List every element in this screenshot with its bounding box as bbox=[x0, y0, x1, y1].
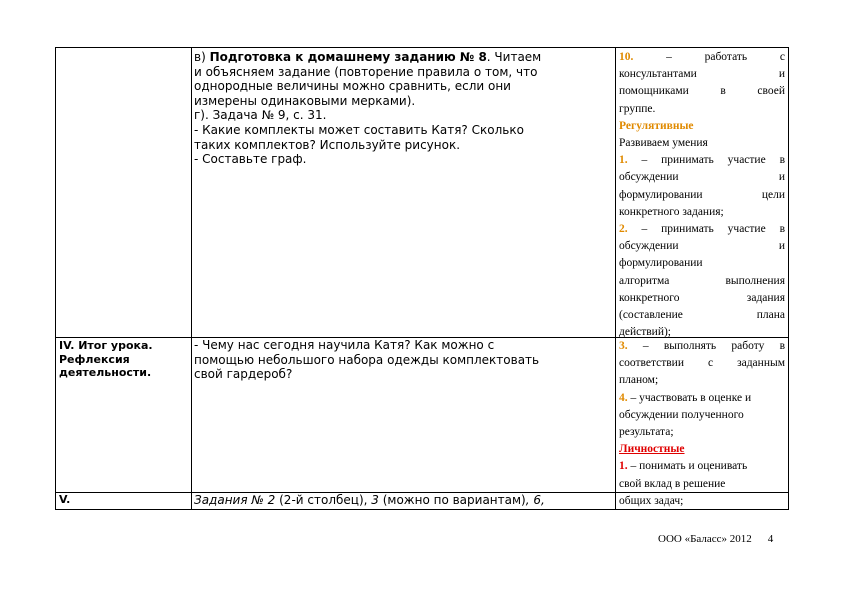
task-v-text: . Читаем bbox=[486, 50, 542, 64]
skill-line: конкретного задания; bbox=[619, 205, 724, 218]
question-line: свой гардероб? bbox=[194, 367, 293, 382]
lesson-table bbox=[55, 47, 789, 510]
word: в bbox=[720, 85, 726, 98]
skill-number: 1. bbox=[619, 154, 628, 167]
word: соответствии bbox=[619, 357, 684, 370]
skill-line: Развиваем умения bbox=[619, 137, 708, 150]
personal-heading: Личностные bbox=[619, 443, 685, 456]
skill-line: планом; bbox=[619, 374, 659, 387]
row3-activity-cell bbox=[194, 493, 614, 508]
word: с bbox=[707, 357, 714, 370]
skill-number: 4. bbox=[619, 391, 628, 404]
skill-line bbox=[619, 273, 785, 290]
word: работать bbox=[704, 51, 748, 63]
word: в bbox=[779, 340, 785, 352]
word: принимать bbox=[661, 223, 714, 236]
stage-iv-cell bbox=[59, 339, 189, 380]
column-divider bbox=[191, 47, 192, 510]
regulative-heading: Регулятивные bbox=[619, 119, 694, 132]
row2-activity-cell bbox=[194, 338, 612, 382]
skill-number: 2. bbox=[619, 223, 628, 236]
word: обсуждении bbox=[619, 240, 679, 253]
skill-line: группе. bbox=[619, 102, 656, 115]
skill-number: 3. bbox=[619, 340, 628, 352]
word: принимать bbox=[661, 154, 714, 167]
word: в bbox=[779, 223, 785, 236]
word: цели bbox=[761, 188, 785, 201]
homework-text: 3 bbox=[371, 493, 379, 507]
row3-skills-cell bbox=[619, 493, 785, 510]
skill-line bbox=[619, 49, 785, 66]
skill-line: свой вклад в решение bbox=[619, 477, 726, 490]
word: участие bbox=[727, 154, 766, 167]
skill-number: 10. bbox=[619, 51, 634, 63]
activity-line: и объясняем задание (повторение правила о том, что bbox=[194, 64, 538, 79]
word: (составление bbox=[619, 309, 683, 322]
word: в bbox=[779, 154, 785, 167]
stage-v-cell bbox=[59, 493, 189, 507]
word: задания bbox=[746, 291, 785, 304]
word: выполнения bbox=[725, 274, 785, 287]
word: помощниками bbox=[619, 85, 689, 98]
word: и bbox=[778, 171, 785, 184]
skill-line bbox=[619, 83, 785, 100]
skill-text: – участвовать в оценке и bbox=[627, 391, 752, 404]
homework-text: (2-й столбец), bbox=[275, 493, 372, 507]
skill-line bbox=[619, 66, 785, 83]
stage-title: деятельности. bbox=[59, 366, 152, 379]
skill-line bbox=[619, 221, 785, 238]
row1-skills-cell bbox=[619, 49, 785, 341]
skill-text: – понимать и оценивать bbox=[627, 460, 748, 473]
task-g-line: г). Задача № 9, с. 31. bbox=[194, 108, 327, 123]
page-footer bbox=[658, 533, 773, 545]
word: алгоритма bbox=[619, 274, 670, 287]
word: конкретного bbox=[619, 291, 680, 304]
word: консультантами bbox=[619, 68, 697, 81]
word: участие bbox=[727, 223, 766, 236]
row2-skills-cell bbox=[619, 338, 785, 493]
homework-text: , 6, bbox=[525, 493, 545, 507]
word: с bbox=[779, 51, 785, 63]
question-line: таких комплектов? Используйте рисунок. bbox=[194, 137, 461, 152]
activity-line: однородные величины можно сравнить, если они bbox=[194, 79, 511, 94]
row1-activity-cell bbox=[194, 50, 612, 167]
skill-line bbox=[619, 290, 785, 307]
task-v-title: Подготовка к домашнему заданию № 8 bbox=[209, 50, 487, 64]
skill-line bbox=[619, 390, 785, 407]
word: своей bbox=[757, 85, 785, 98]
word: – bbox=[641, 154, 648, 167]
word: плана bbox=[756, 309, 785, 322]
word: работу bbox=[731, 340, 765, 352]
task-v-label: в) bbox=[194, 50, 210, 64]
skill-line bbox=[619, 307, 785, 324]
homework-text: (можно по вариантам) bbox=[378, 493, 526, 507]
word: – bbox=[666, 51, 672, 63]
skill-line bbox=[619, 238, 785, 255]
stage-title: Рефлексия bbox=[59, 352, 130, 366]
skill-line: общих задач; bbox=[619, 495, 684, 507]
word: и bbox=[778, 240, 785, 253]
word: – bbox=[642, 340, 649, 352]
skill-line bbox=[619, 152, 785, 169]
stage-title: V. bbox=[59, 493, 71, 506]
column-divider bbox=[615, 47, 616, 510]
skill-line: результата; bbox=[619, 426, 674, 439]
word: выполнять bbox=[663, 340, 717, 352]
word: – bbox=[641, 223, 648, 236]
word: обсуждении bbox=[619, 171, 679, 184]
skill-line: обсуждении полученного bbox=[619, 408, 744, 421]
skill-line: действий); bbox=[619, 326, 672, 339]
word: формулировании bbox=[619, 188, 703, 201]
footer-publisher: ООО «Баласс» 2012 bbox=[658, 533, 752, 545]
table-right-border bbox=[788, 47, 789, 510]
question-line: - Чему нас сегодня научила Катя? Как можно с bbox=[194, 338, 495, 352]
word: заданным bbox=[737, 357, 785, 370]
skill-line bbox=[619, 458, 785, 475]
table-left-border bbox=[55, 47, 56, 510]
question-line: помощью небольшого набора одежды комплектовать bbox=[194, 352, 540, 367]
skill-line bbox=[619, 169, 785, 186]
homework-text: Задания № 2 bbox=[194, 493, 276, 507]
skill-number: 1. bbox=[619, 460, 628, 473]
page-number: 4 bbox=[767, 533, 774, 545]
activity-line: измерены одинаковыми мерками). bbox=[194, 93, 416, 108]
word: и bbox=[778, 68, 785, 81]
question-line: - Какие комплекты может составить Катя? Сколько bbox=[194, 122, 524, 137]
skill-line bbox=[619, 338, 785, 355]
skill-line bbox=[619, 355, 785, 372]
question-line: - Составьте граф. bbox=[194, 152, 307, 167]
stage-title: IV. Итог урока. bbox=[59, 339, 153, 352]
table-top-border bbox=[55, 47, 789, 48]
skill-line bbox=[619, 187, 785, 204]
skill-line: формулировании bbox=[619, 257, 703, 270]
